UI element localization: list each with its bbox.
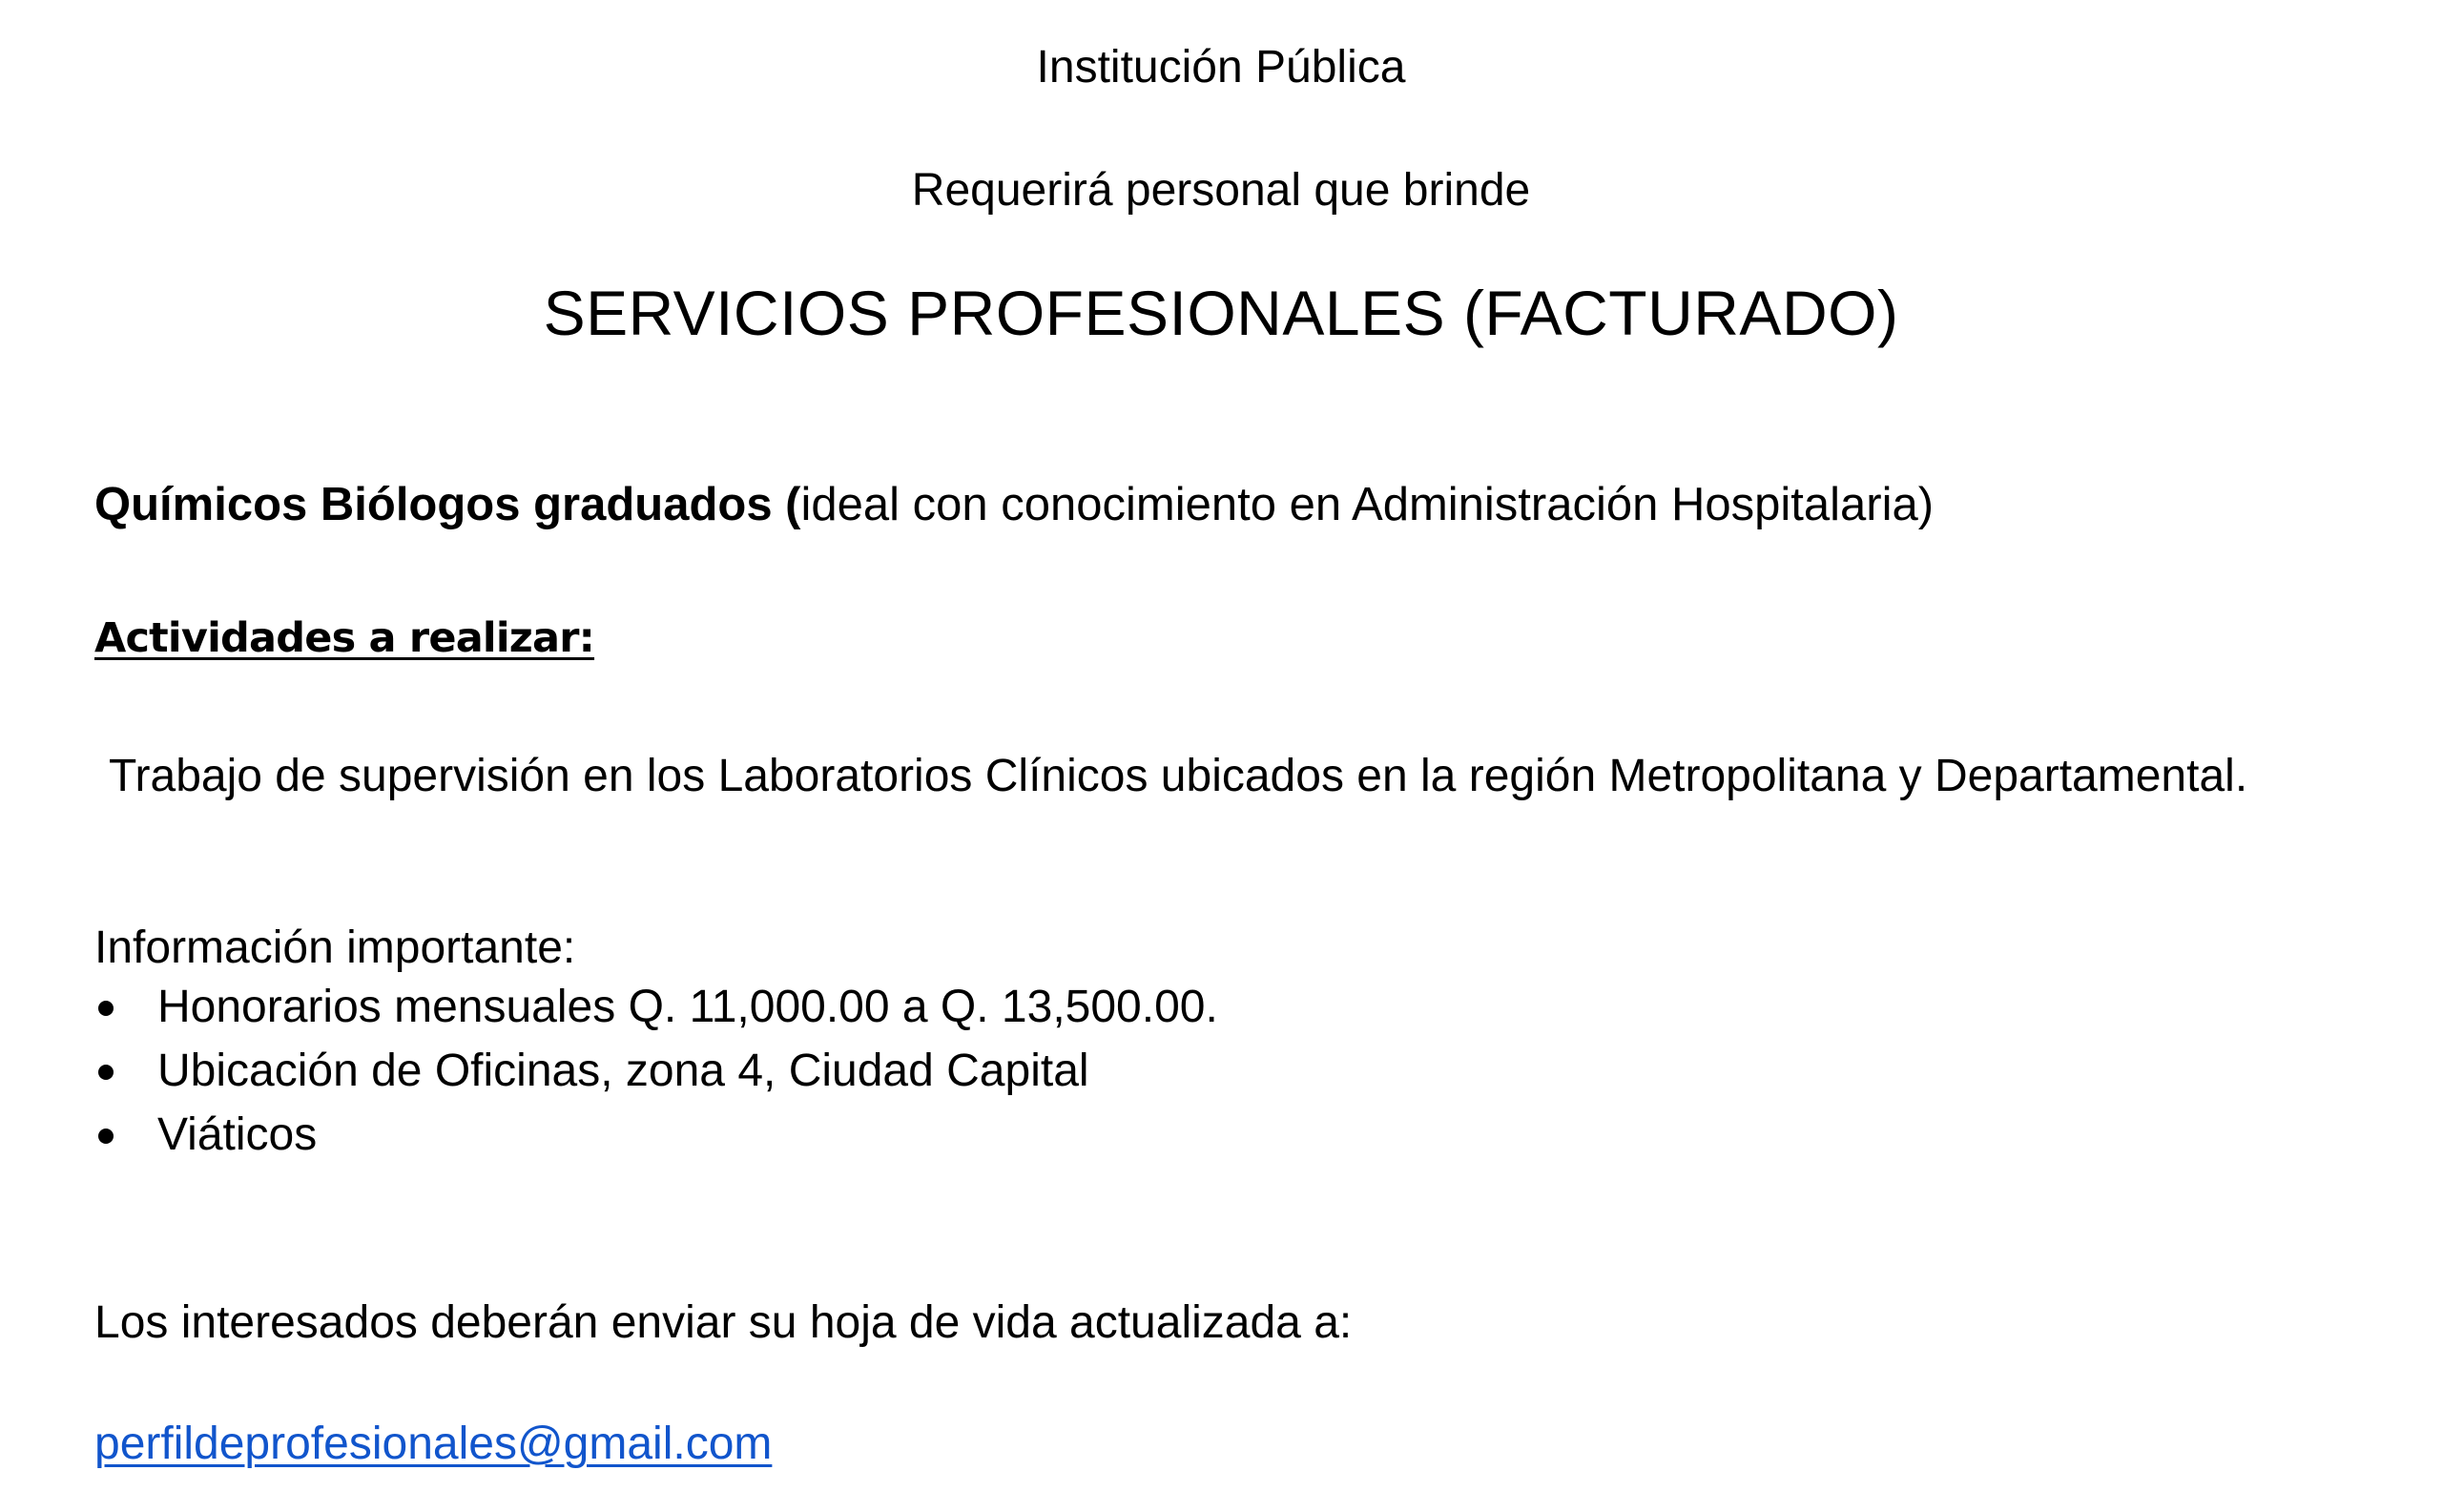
institution-title: Institución Pública bbox=[1036, 42, 1406, 93]
list-item bbox=[94, 1048, 1218, 1112]
profile-bold-text: Químicos Biólogos graduados ( bbox=[94, 479, 801, 530]
bullet-icon bbox=[98, 1129, 114, 1144]
subtitle: Requerirá personal que brinde bbox=[911, 165, 1531, 216]
list-item bbox=[94, 984, 1218, 1048]
activities-heading: Actividades a realizar: bbox=[94, 614, 595, 662]
list-item bbox=[94, 1109, 1218, 1176]
info-list bbox=[94, 984, 1218, 1176]
bullet-icon bbox=[98, 1001, 114, 1016]
activities-description: Trabajo de supervisión en los Laboratorios Clínicos ubicados en la región Metropolitana y Departamental. bbox=[109, 751, 2248, 801]
service-title: SERVICIOS PROFESIONALES (FACTURADO) bbox=[543, 278, 1899, 348]
info-heading: Información importante: bbox=[94, 922, 576, 973]
list-item-text: Ubicación de Oficinas, zona 4, Ciudad Capital bbox=[157, 1046, 1089, 1096]
bullet-icon bbox=[98, 1065, 114, 1080]
list-item-text: Viáticos bbox=[157, 1109, 318, 1160]
email-link[interactable]: perfildeprofesionales@gmail.com bbox=[94, 1419, 773, 1469]
profile-requirement bbox=[94, 479, 1935, 530]
contact-instruction: Los interesados deberán enviar su hoja de vida actualizada a: bbox=[94, 1297, 1353, 1348]
list-item-text: Honorarios mensuales Q. 11,000.00 a Q. 13,500.00. bbox=[157, 982, 1218, 1032]
profile-regular-text: ideal con conocimiento en Administración Hospitalaria) bbox=[800, 479, 1935, 530]
